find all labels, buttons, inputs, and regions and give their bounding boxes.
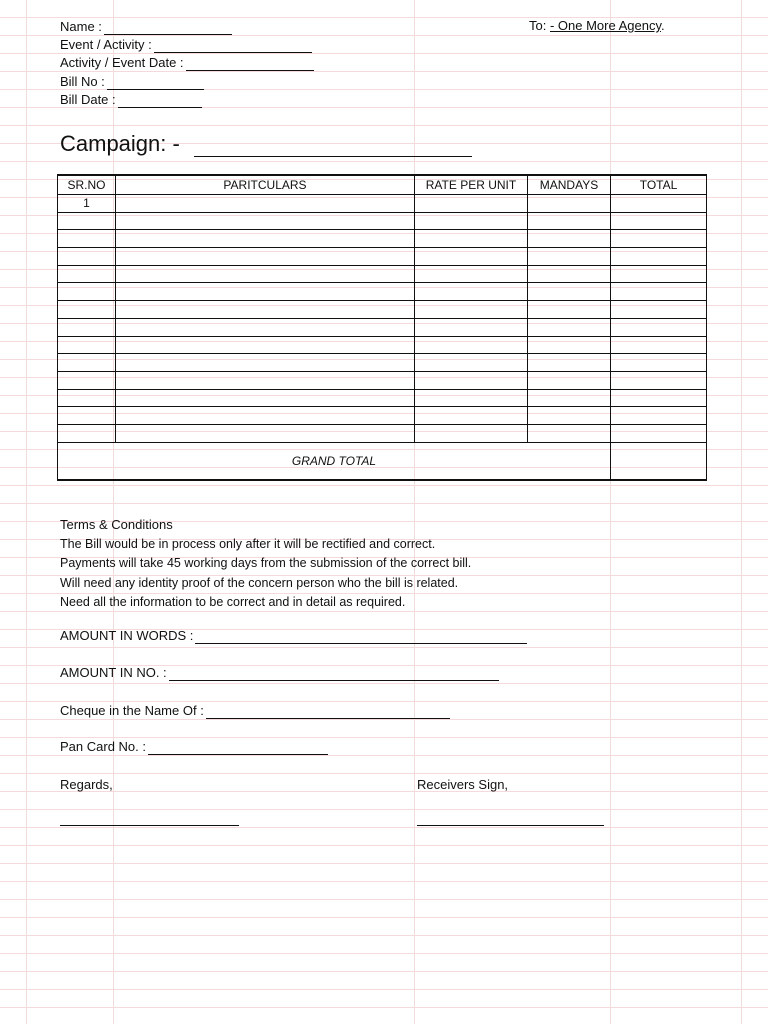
cell-mandays[interactable] xyxy=(528,389,611,407)
cell-total[interactable] xyxy=(611,389,707,407)
cell-mandays[interactable] xyxy=(528,336,611,354)
cell-particulars[interactable] xyxy=(116,407,415,425)
col-header-particulars: PARITCULARS xyxy=(116,175,415,195)
table-row xyxy=(58,301,707,319)
table-row xyxy=(58,336,707,354)
cell-sr-no[interactable] xyxy=(58,283,116,301)
amount-in-words-field[interactable] xyxy=(60,628,527,644)
regards-label: Regards, xyxy=(60,777,113,792)
cell-sr-no[interactable] xyxy=(58,318,116,336)
cell-sr-no[interactable] xyxy=(58,424,116,442)
cell-rate-per-unit[interactable] xyxy=(415,318,528,336)
amount-in-no-field[interactable] xyxy=(60,665,499,681)
cell-rate-per-unit[interactable] xyxy=(415,407,528,425)
col-header-rate-per-unit: RATE PER UNIT xyxy=(415,175,528,195)
cell-mandays[interactable] xyxy=(528,318,611,336)
grand-total-label: GRAND TOTAL xyxy=(58,442,611,480)
cell-mandays[interactable] xyxy=(528,407,611,425)
bill-no-field[interactable] xyxy=(60,74,204,90)
pan-card-line[interactable] xyxy=(148,744,328,755)
table-row xyxy=(58,212,707,230)
to-label: To: xyxy=(529,18,547,33)
cell-total[interactable] xyxy=(611,424,707,442)
activity-date-field[interactable] xyxy=(60,55,314,71)
table-row xyxy=(58,424,707,442)
col-header-sr-no: SR.NO xyxy=(58,175,116,195)
bill-date-label: Bill Date : xyxy=(60,92,116,107)
bill-no-line[interactable] xyxy=(107,79,204,90)
cell-mandays[interactable] xyxy=(528,265,611,283)
cell-sr-no[interactable] xyxy=(58,336,116,354)
cell-particulars[interactable] xyxy=(116,318,415,336)
name-line[interactable] xyxy=(104,24,232,35)
cell-rate-per-unit[interactable] xyxy=(415,371,528,389)
terms-line: Will need any identity proof of the concern person who the bill is related. xyxy=(60,575,459,590)
terms-line: The Bill would be in process only after it will be rectified and correct. xyxy=(60,536,436,551)
cell-particulars[interactable] xyxy=(116,371,415,389)
table-row xyxy=(58,371,707,389)
cell-particulars[interactable] xyxy=(116,424,415,442)
cell-rate-per-unit[interactable] xyxy=(415,354,528,372)
cell-mandays[interactable] xyxy=(528,248,611,266)
cell-sr-no[interactable] xyxy=(58,248,116,266)
cell-mandays[interactable] xyxy=(528,424,611,442)
cell-rate-per-unit[interactable] xyxy=(415,336,528,354)
cell-mandays[interactable] xyxy=(528,354,611,372)
grand-total-value[interactable] xyxy=(611,442,707,480)
cell-mandays[interactable] xyxy=(528,371,611,389)
amount-in-no-line[interactable] xyxy=(169,670,499,681)
bill-no-label: Bill No : xyxy=(60,74,105,89)
cell-rate-per-unit[interactable] xyxy=(415,195,528,213)
activity-date-label: Activity / Event Date : xyxy=(60,55,184,70)
cell-mandays[interactable] xyxy=(528,283,611,301)
event-activity-label: Event / Activity : xyxy=(60,37,152,52)
cell-total[interactable] xyxy=(611,283,707,301)
table-row xyxy=(58,389,707,407)
cell-rate-per-unit[interactable] xyxy=(415,248,528,266)
event-activity-line[interactable] xyxy=(154,42,312,53)
table-row xyxy=(58,230,707,248)
table-row xyxy=(58,407,707,425)
cell-total[interactable] xyxy=(611,248,707,266)
bill-date-line[interactable] xyxy=(118,97,202,108)
table-header-row xyxy=(58,175,707,195)
pan-card-label: Pan Card No. : xyxy=(60,739,146,754)
cell-sr-no[interactable] xyxy=(58,301,116,319)
table-row xyxy=(58,283,707,301)
name-field[interactable] xyxy=(60,19,232,35)
cell-mandays[interactable] xyxy=(528,212,611,230)
cell-rate-per-unit[interactable] xyxy=(415,424,528,442)
table-row xyxy=(58,248,707,266)
table-body xyxy=(58,195,707,443)
amount-in-no-label: AMOUNT IN NO. : xyxy=(60,665,167,680)
cell-particulars[interactable] xyxy=(116,301,415,319)
cell-particulars[interactable] xyxy=(116,283,415,301)
cheque-name-line[interactable] xyxy=(206,708,450,719)
cell-total[interactable] xyxy=(611,407,707,425)
cell-total[interactable] xyxy=(611,195,707,213)
cell-mandays[interactable] xyxy=(528,230,611,248)
cell-sr-no[interactable] xyxy=(58,389,116,407)
cell-total[interactable] xyxy=(611,301,707,319)
col-header-total: TOTAL xyxy=(611,175,707,195)
cell-particulars[interactable] xyxy=(116,212,415,230)
cell-particulars[interactable] xyxy=(116,248,415,266)
cell-sr-no[interactable] xyxy=(58,354,116,372)
cell-sr-no[interactable] xyxy=(58,212,116,230)
grand-total-row xyxy=(58,442,707,480)
cell-particulars[interactable] xyxy=(116,265,415,283)
amount-in-words-line[interactable] xyxy=(195,633,527,644)
pan-card-field[interactable] xyxy=(60,739,328,755)
table-row xyxy=(58,318,707,336)
cell-sr-no[interactable] xyxy=(58,407,116,425)
activity-date-line[interactable] xyxy=(186,60,314,71)
cell-particulars[interactable] xyxy=(116,389,415,407)
campaign-label: Campaign: - xyxy=(60,131,180,156)
cell-rate-per-unit[interactable] xyxy=(415,265,528,283)
campaign-line[interactable] xyxy=(194,142,472,157)
table-row xyxy=(58,354,707,372)
cell-mandays[interactable] xyxy=(528,301,611,319)
terms-and-conditions xyxy=(60,515,471,613)
cell-sr-no[interactable] xyxy=(58,265,116,283)
cell-particulars[interactable] xyxy=(116,336,415,354)
receivers-signature-line[interactable] xyxy=(417,825,604,826)
cell-total[interactable] xyxy=(611,318,707,336)
cell-sr-no[interactable] xyxy=(58,371,116,389)
cell-total[interactable] xyxy=(611,212,707,230)
cell-total[interactable] xyxy=(611,230,707,248)
to-agency-name: - One More Agency xyxy=(549,18,662,33)
cell-particulars[interactable] xyxy=(116,354,415,372)
cell-rate-per-unit[interactable] xyxy=(415,389,528,407)
cell-total[interactable] xyxy=(611,371,707,389)
cell-sr-no[interactable] xyxy=(58,230,116,248)
receivers-sign-label: Receivers Sign, xyxy=(417,777,509,792)
name-label: Name : xyxy=(60,19,102,34)
cell-mandays[interactable] xyxy=(528,195,611,213)
event-activity-field[interactable] xyxy=(60,37,312,53)
cell-rate-per-unit[interactable] xyxy=(415,283,528,301)
cell-total[interactable] xyxy=(611,336,707,354)
cell-total[interactable] xyxy=(611,354,707,372)
terms-line: Need all the information to be correct and in detail as required. xyxy=(60,595,406,609)
terms-title: Terms & Conditions xyxy=(60,517,173,532)
bill-table xyxy=(57,174,707,481)
cell-particulars[interactable] xyxy=(116,230,415,248)
cell-rate-per-unit[interactable] xyxy=(415,230,528,248)
table-row xyxy=(58,195,707,213)
bill-date-field[interactable] xyxy=(60,92,202,108)
cell-rate-per-unit[interactable] xyxy=(415,212,528,230)
table-row xyxy=(58,265,707,283)
cheque-name-field[interactable] xyxy=(60,703,450,719)
cell-rate-per-unit[interactable] xyxy=(415,301,528,319)
to-recipient xyxy=(529,18,665,33)
cell-total[interactable] xyxy=(611,265,707,283)
cell-particulars[interactable] xyxy=(116,195,415,213)
regards-signature-line[interactable] xyxy=(60,825,239,826)
cheque-name-label: Cheque in the Name Of : xyxy=(60,703,204,718)
cell-sr-no[interactable]: 1 xyxy=(58,195,116,213)
amount-in-words-label: AMOUNT IN WORDS : xyxy=(60,628,194,643)
terms-line: Payments will take 45 working days from the submission of the correct bill. xyxy=(60,556,472,570)
campaign-field[interactable] xyxy=(60,131,472,157)
to-suffix: . xyxy=(661,18,665,33)
col-header-mandays: MANDAYS xyxy=(528,175,611,195)
